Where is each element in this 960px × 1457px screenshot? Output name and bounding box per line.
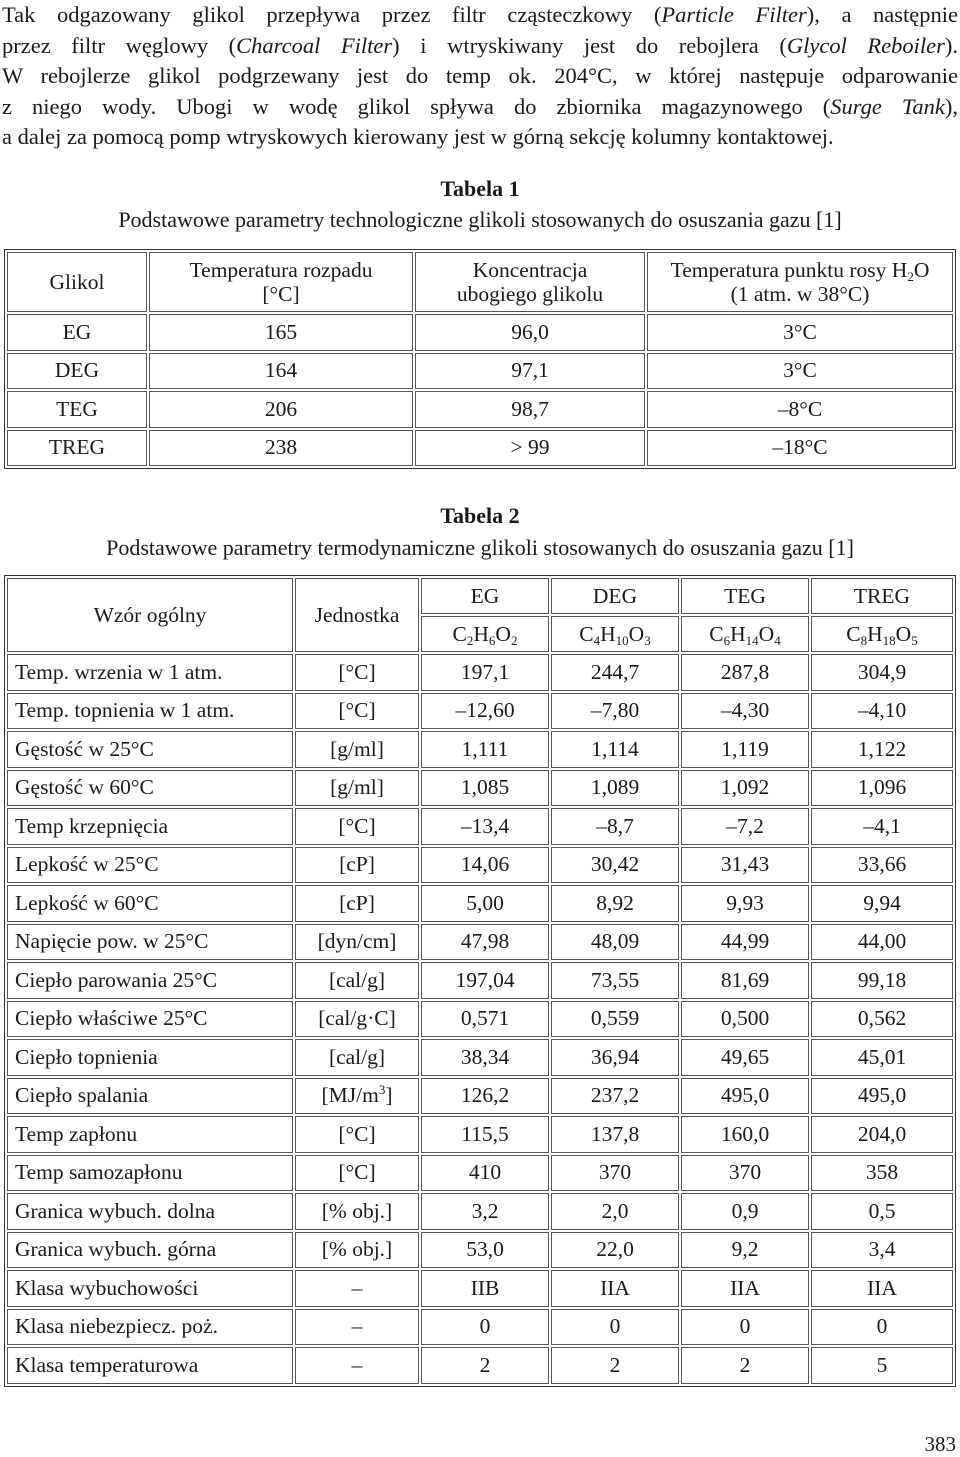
cell-eg: –13,4 (421, 808, 549, 845)
cell-eg: 410 (421, 1155, 549, 1192)
cell-teg: 0,500 (681, 1001, 809, 1038)
cell-unit: [°C] (295, 808, 419, 845)
cell-unit: [cP] (295, 847, 419, 884)
cell-eg: 3,2 (421, 1193, 549, 1230)
cell-koncentracja: 96,0 (415, 314, 645, 351)
cell-treg: 358 (811, 1155, 953, 1192)
cell-glikol: DEG (7, 353, 147, 390)
table-row (7, 962, 953, 999)
cell-punkt-rosy: 3°C (647, 314, 953, 351)
cell-unit: [°C] (295, 693, 419, 730)
paragraph-line: Tak odgazowany glikol przepływa przez filtr cząsteczkowy (Particle Filter), a następnie (2, 2, 959, 27)
cell-unit: [°C] (295, 1155, 419, 1192)
cell-eg: 38,34 (421, 1039, 549, 1076)
header-treg: TREG (811, 578, 953, 614)
cell-treg: 33,66 (811, 847, 953, 884)
cell-koncentracja: > 99 (415, 430, 645, 467)
cell-temp-rozpadu: 206 (149, 391, 413, 428)
cell-teg: 1,092 (681, 770, 809, 807)
cell-unit: [g/ml] (295, 770, 419, 807)
cell-treg: –4,1 (811, 808, 953, 845)
cell-teg: –7,2 (681, 808, 809, 845)
cell-eg: IIB (421, 1270, 549, 1307)
cell-teg: 49,65 (681, 1039, 809, 1076)
cell-eg: 1,085 (421, 770, 549, 807)
formula-subscript: 18 (882, 632, 896, 648)
cell-eg: 14,06 (421, 847, 549, 884)
cell-parameter: Temp. wrzenia w 1 atm. (7, 654, 293, 691)
cell-koncentracja: 98,7 (415, 391, 645, 428)
cell-treg: 3,4 (811, 1232, 953, 1269)
table-row (7, 1078, 953, 1115)
cell-parameter: Gęstość w 60°C (7, 770, 293, 807)
unit-text: [MJ/m (321, 1083, 379, 1108)
cell-koncentracja: 97,1 (415, 353, 645, 390)
cell-treg: IIA (811, 1270, 953, 1307)
formula-element: H (730, 621, 746, 646)
cell-deg: 2,0 (551, 1193, 679, 1230)
table-row (7, 654, 953, 691)
table-row (7, 885, 953, 922)
cell-unit: – (295, 1270, 419, 1307)
cell-teg: 0,9 (681, 1193, 809, 1230)
header-koncentracja: Koncentracja ubogiego glikolu (415, 252, 645, 312)
formula-element: H (600, 621, 616, 646)
header-punkt-rosy: Temperatura punktu rosy $H_2O$ (1 atm. w 38°C) (647, 252, 953, 312)
table-row (7, 808, 953, 845)
cell-parameter: Lepkość w 25°C (7, 847, 293, 884)
cell-parameter: Temp krzepnięcia (7, 808, 293, 845)
formula-subscript: 6 (723, 632, 731, 648)
formula-element: O (495, 621, 511, 646)
table-row (7, 1309, 953, 1346)
paragraph-line: W rebojlerze glikol podgrzewany jest do temp ok. 204°C, w której następuje odparowanie (2, 63, 958, 88)
cell-treg: 9,94 (811, 885, 953, 922)
formula-teg (681, 616, 809, 652)
cell-parameter: Klasa temperaturowa (7, 1347, 293, 1384)
formula-subscript: 2 (510, 632, 518, 648)
cell-parameter: Temp zapłonu (7, 1116, 293, 1153)
header-glikol: Glikol (7, 252, 147, 312)
formula-element: O (895, 621, 912, 646)
cell-eg: 197,1 (421, 654, 549, 691)
cell-parameter: Ciepło parowania 25°C (7, 962, 293, 999)
formula-element: C (846, 621, 861, 646)
cell-treg: 0 (811, 1309, 953, 1346)
cell-deg: 8,92 (551, 885, 679, 922)
cell-unit: – (295, 1309, 419, 1346)
formula-element: H (473, 621, 489, 646)
paragraph-line: z niego wody. Ubogi w wodę glikol spływa do zbiornika magazynowego (Surge Tank), (2, 93, 958, 119)
header-teg: TEG (681, 578, 809, 614)
cell-deg: 48,09 (551, 924, 679, 961)
formula-subscript: 14 (745, 632, 759, 648)
cell-parameter: Ciepło topnienia (7, 1039, 293, 1076)
table-row (7, 1001, 953, 1038)
cell-treg: 1,122 (811, 731, 953, 768)
cell-treg: 204,0 (811, 1116, 953, 1153)
cell-teg: 370 (681, 1155, 809, 1192)
table1-subtitle: Podstawowe parametry technologiczne glikoli stosowanych do osuszania gazu [1] (118, 207, 842, 232)
table-row (7, 391, 953, 428)
table-row (7, 693, 953, 730)
table-row (7, 1039, 953, 1076)
cell-unit: [% obj.] (295, 1193, 419, 1230)
formula-element: O (758, 621, 775, 646)
cell-glikol: TEG (7, 391, 147, 428)
cell-treg: 304,9 (811, 654, 953, 691)
cell-treg: 45,01 (811, 1039, 953, 1076)
cell-punkt-rosy: –18°C (647, 430, 953, 467)
cell-deg: 137,8 (551, 1116, 679, 1153)
table1 (4, 249, 956, 469)
formula-element: C (709, 621, 724, 646)
cell-eg: 0,571 (421, 1001, 549, 1038)
cell-unit: [cal/g] (295, 1039, 419, 1076)
cell-unit: – (295, 1347, 419, 1384)
formula-element: C (452, 621, 467, 646)
cell-deg: 36,94 (551, 1039, 679, 1076)
table2 (4, 575, 956, 1387)
table-row (7, 924, 953, 961)
formula-subscript: 8 (860, 632, 868, 648)
cell-deg: 22,0 (551, 1232, 679, 1269)
cell-eg: –12,60 (421, 693, 549, 730)
formula-element: C (579, 621, 594, 646)
table-row (7, 1270, 953, 1307)
cell-deg: 237,2 (551, 1078, 679, 1115)
cell-unit: [°C] (295, 1116, 419, 1153)
cell-eg: 1,111 (421, 731, 549, 768)
table-row (7, 1347, 953, 1384)
cell-teg: 9,2 (681, 1232, 809, 1269)
cell-eg: 5,00 (421, 885, 549, 922)
formula-element: H (867, 621, 883, 646)
cell-glikol: TREG (7, 430, 147, 467)
cell-treg: 495,0 (811, 1078, 953, 1115)
table-row (7, 353, 953, 390)
formula-subscript: 6 (488, 632, 496, 648)
cell-unit (295, 1078, 419, 1115)
cell-treg: 0,562 (811, 1001, 953, 1038)
header-jednostka: Jednostka (295, 578, 419, 652)
formula-subscript: 5 (911, 632, 918, 648)
cell-deg: 2 (551, 1347, 679, 1384)
cell-unit: [cal/g·C] (295, 1001, 419, 1038)
cell-deg: 1,114 (551, 731, 679, 768)
cell-unit: [cP] (295, 885, 419, 922)
cell-deg: 1,089 (551, 770, 679, 807)
cell-parameter: Ciepło spalania (7, 1078, 293, 1115)
header-deg: DEG (551, 578, 679, 614)
cell-teg: 31,43 (681, 847, 809, 884)
cell-parameter: Granica wybuch. dolna (7, 1193, 293, 1230)
table-row (7, 1116, 953, 1153)
formula-subscript: 4 (774, 632, 781, 648)
table-row (7, 731, 953, 768)
intro-paragraph (2, 0, 958, 153)
paragraph-line: a dalej za pomocą pomp wtryskowych kierowany jest w górną sekcję kolumny kontaktowej. (2, 124, 834, 149)
cell-parameter: Lepkość w 60°C (7, 885, 293, 922)
cell-teg: 81,69 (681, 962, 809, 999)
formula-deg (551, 616, 679, 652)
cell-treg: 99,18 (811, 962, 953, 999)
cell-punkt-rosy: 3°C (647, 353, 953, 390)
cell-teg: –4,30 (681, 693, 809, 730)
cell-parameter: Gęstość w 25°C (7, 731, 293, 768)
cell-deg: 30,42 (551, 847, 679, 884)
cell-eg: 47,98 (421, 924, 549, 961)
cell-eg: 197,04 (421, 962, 549, 999)
table-row (7, 1155, 953, 1192)
cell-temp-rozpadu: 165 (149, 314, 413, 351)
unit-superscript: 3 (378, 1082, 386, 1098)
table2-header-row (7, 578, 953, 614)
cell-treg: 44,00 (811, 924, 953, 961)
cell-treg: 0,5 (811, 1193, 953, 1230)
cell-treg: 1,096 (811, 770, 953, 807)
cell-unit: [g/ml] (295, 731, 419, 768)
cell-deg: –8,7 (551, 808, 679, 845)
cell-deg: –7,80 (551, 693, 679, 730)
formula-subscript: 3 (644, 632, 651, 648)
cell-teg: IIA (681, 1270, 809, 1307)
cell-teg: 44,99 (681, 924, 809, 961)
cell-deg: IIA (551, 1270, 679, 1307)
cell-deg: 0,559 (551, 1001, 679, 1038)
cell-parameter: Temp samozapłonu (7, 1155, 293, 1192)
formula-subscript: 10 (615, 632, 629, 648)
table-row (7, 847, 953, 884)
cell-parameter: Temp. topnienia w 1 atm. (7, 693, 293, 730)
formula-subscript: 2 (466, 632, 474, 648)
cell-parameter: Klasa niebezpiecz. poż. (7, 1309, 293, 1346)
cell-teg: 160,0 (681, 1116, 809, 1153)
formula-treg (811, 616, 953, 652)
table-row (7, 314, 953, 351)
cell-unit: [dyn/cm] (295, 924, 419, 961)
cell-eg: 2 (421, 1347, 549, 1384)
cell-teg: 0 (681, 1309, 809, 1346)
cell-eg: 0 (421, 1309, 549, 1346)
cell-unit: [% obj.] (295, 1232, 419, 1269)
cell-eg: 53,0 (421, 1232, 549, 1269)
cell-deg: 370 (551, 1155, 679, 1192)
cell-parameter: Napięcie pow. w 25°C (7, 924, 293, 961)
cell-teg: 9,93 (681, 885, 809, 922)
formula-eg (421, 616, 549, 652)
table-row (7, 1232, 953, 1269)
cell-unit: [°C] (295, 654, 419, 691)
cell-teg: 1,119 (681, 731, 809, 768)
cell-temp-rozpadu: 164 (149, 353, 413, 390)
cell-glikol: EG (7, 314, 147, 351)
cell-parameter: Ciepło właściwe 25°C (7, 1001, 293, 1038)
header-temp-rozpadu: Temperatura rozpadu [°C] (149, 252, 413, 312)
table2-title: Tabela 2 (440, 503, 520, 528)
table-row (7, 1193, 953, 1230)
cell-deg: 244,7 (551, 654, 679, 691)
cell-teg: 2 (681, 1347, 809, 1384)
cell-parameter: Granica wybuch. górna (7, 1232, 293, 1269)
header-wzor-ogolny: Wzór ogólny (7, 578, 293, 652)
cell-parameter: Klasa wybuchowości (7, 1270, 293, 1307)
cell-treg: –4,10 (811, 693, 953, 730)
formula-element: O (628, 621, 645, 646)
cell-unit: [cal/g] (295, 962, 419, 999)
table-row (7, 770, 953, 807)
paragraph-line: przez filtr węglowy (Charcoal Filter) i wtryskiwany jest do rebojlera (Glycol Reboiler). (2, 32, 959, 58)
table1-header-row (7, 252, 953, 312)
cell-teg: 495,0 (681, 1078, 809, 1115)
cell-temp-rozpadu: 238 (149, 430, 413, 467)
formula-subscript: 4 (593, 632, 601, 648)
unit-text: ] (385, 1083, 393, 1108)
header-eg: EG (421, 578, 549, 614)
cell-teg: 287,8 (681, 654, 809, 691)
table-row (7, 430, 953, 467)
cell-eg: 115,5 (421, 1116, 549, 1153)
cell-punkt-rosy: –8°C (647, 391, 953, 428)
cell-treg: 5 (811, 1347, 953, 1384)
page-number: 383 (924, 1432, 956, 1456)
cell-eg: 126,2 (421, 1078, 549, 1115)
cell-deg: 0 (551, 1309, 679, 1346)
table2-subtitle: Podstawowe parametry termodynamiczne glikoli stosowanych do osuszania gazu [1] (106, 535, 854, 560)
cell-deg: 73,55 (551, 962, 679, 999)
table1-title: Tabela 1 (440, 176, 520, 201)
